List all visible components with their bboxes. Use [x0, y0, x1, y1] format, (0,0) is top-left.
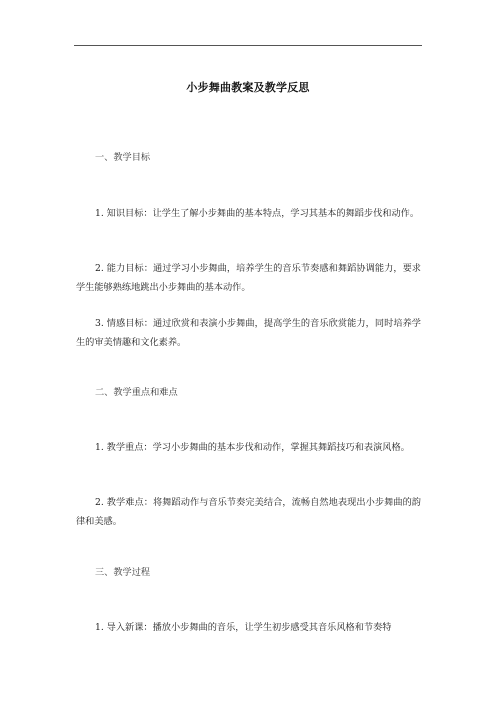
header-rule [74, 45, 422, 46]
document-title: 小步舞曲教案及教学反思 [186, 81, 310, 94]
paragraph-knowledge-goal: 1. 知识目标：让学生了解小步舞曲的基本特点，学习其基本的舞蹈步伐和动作。 [95, 208, 420, 219]
section-heading-key-points: 二、教学重点和难点 [95, 387, 178, 398]
paragraph-difficulty: 2. 教学难点：将舞蹈动作与音乐节奏完美结合，流畅自然地表现出小步舞曲的韵律和美感。 [76, 497, 421, 527]
paragraph-ability-goal: 2. 能力目标：通过学习小步舞曲，培养学生的音乐节奏感和舞蹈协调能力，要求学生能够熟练地跳出小步舞曲的基本动作。 [76, 263, 421, 293]
section-heading-objectives: 一、教学目标 [95, 152, 151, 163]
section-heading-process: 三、教学过程 [95, 567, 151, 578]
paragraph-introduction: 1. 导入新课：播放小步舞曲的音乐，让学生初步感受其音乐风格和节奏特 [95, 622, 392, 633]
paragraph-key-point: 1. 教学重点：学习小步舞曲的基本步伐和动作，掌握其舞蹈技巧和表演风格。 [95, 442, 410, 453]
paragraph-emotion-goal: 3. 情感目标：通过欣赏和表演小步舞曲，提高学生的音乐欣赏能力，同时培养学生的审美情趣和文化素养。 [76, 318, 421, 348]
